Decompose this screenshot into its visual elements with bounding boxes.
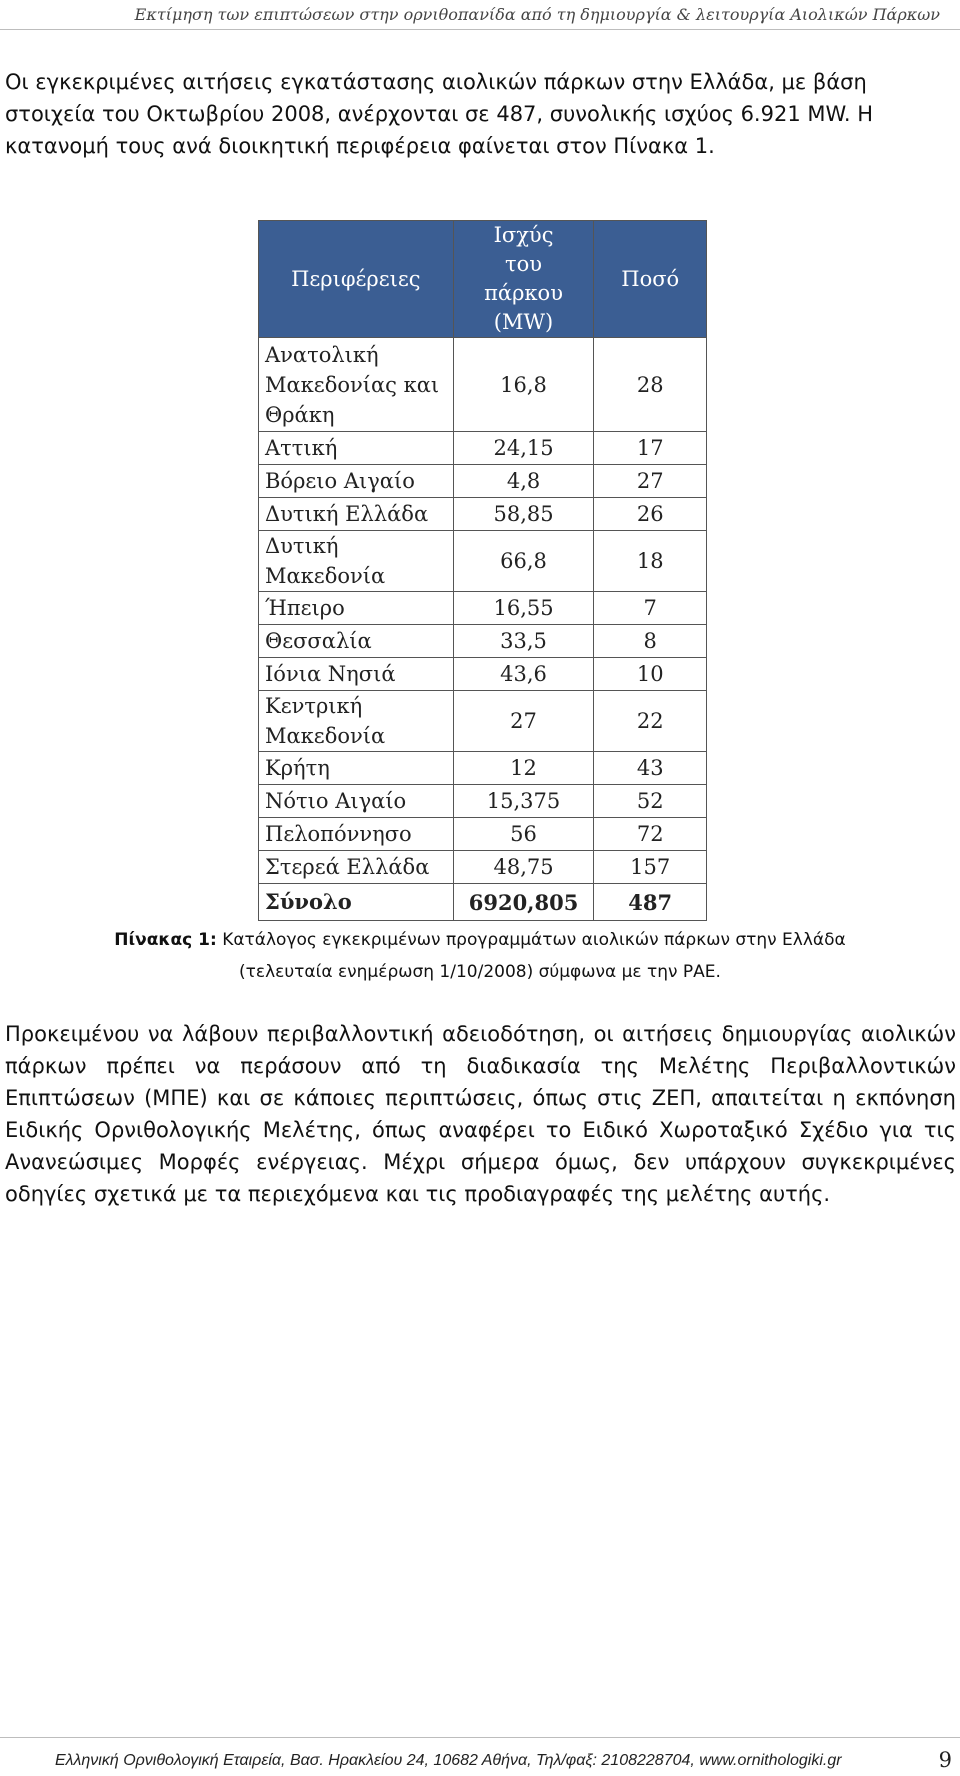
table-row <box>259 338 707 432</box>
header-regions: Περιφέρειες <box>259 221 454 338</box>
count-cell: 52 <box>594 785 707 818</box>
power-cell: 12 <box>453 752 594 785</box>
running-header: Εκτίμηση των επιπτώσεων στην ορνιθοπανίδα από τη δημιουργία & λειτουργία Αιολικών Πάρκων <box>0 0 960 30</box>
table-row <box>259 498 707 531</box>
total-power: 6920,805 <box>453 884 594 921</box>
count-cell: 7 <box>594 592 707 625</box>
caption-line-2: (τελευταία ενημέρωση 1/10/2008) σύμφωνα με την ΡΑΕ. <box>239 962 721 982</box>
page-number: 9 <box>938 1748 952 1772</box>
region-cell: Στερεά Ελλάδα <box>259 851 454 884</box>
table-row <box>259 531 707 592</box>
count-cell: 22 <box>594 691 707 752</box>
count-cell: 27 <box>594 465 707 498</box>
table-row <box>259 785 707 818</box>
caption-label: Πίνακας 1: <box>114 930 217 950</box>
count-cell: 28 <box>594 338 707 432</box>
region-cell: Δυτική Ελλάδα <box>259 498 454 531</box>
caption-text: Κατάλογος εγκεκριμένων προγραμμάτων αιολικών πάρκων στην Ελλάδα <box>222 930 846 950</box>
power-cell: 27 <box>453 691 594 752</box>
page-footer <box>0 1737 960 1776</box>
power-cell: 56 <box>453 818 594 851</box>
count-cell: 17 <box>594 432 707 465</box>
count-cell: 157 <box>594 851 707 884</box>
header-count: Ποσό <box>594 221 707 338</box>
intro-paragraph: Οι εγκεκριμένες αιτήσεις εγκατάστασης αιολικών πάρκων στην Ελλάδα, με βάση στοιχεία του Οκτωβρίου 2008, ανέρχονται σε 487, συνολικής ισχύος 6.921 MW. Η κατανομή τους ανά διοικητική περιφέρεια φαίνεται στον Πίνακα 1. <box>5 70 873 158</box>
table-row <box>259 752 707 785</box>
table-row <box>259 465 707 498</box>
power-cell: 48,75 <box>453 851 594 884</box>
region-cell: Θεσσαλία <box>259 625 454 658</box>
power-cell: 16,8 <box>453 338 594 432</box>
table-total-row <box>259 884 707 921</box>
region-cell: Πελοπόννησο <box>259 818 454 851</box>
table-row <box>259 625 707 658</box>
header-power: Ισχύς του πάρκου (MW) <box>453 221 594 338</box>
caption-line-1 <box>0 924 960 956</box>
region-cell: Ιόνια Νησιά <box>259 658 454 691</box>
region-cell: Κρήτη <box>259 752 454 785</box>
table-row <box>259 432 707 465</box>
power-cell: 15,375 <box>453 785 594 818</box>
region-cell: Κεντρική Μακεδονία <box>259 691 454 752</box>
region-cell: Νότιο Αιγαίο <box>259 785 454 818</box>
region-cell: Αττική <box>259 432 454 465</box>
total-count: 487 <box>594 884 707 921</box>
count-cell: 72 <box>594 818 707 851</box>
wind-parks-table <box>258 220 707 921</box>
power-cell: 58,85 <box>453 498 594 531</box>
power-cell: 24,15 <box>453 432 594 465</box>
footer-address: Ελληνική Ορνιθολογική Εταιρεία, Βασ. Ηρακλείου 24, 10682 Αθήνα, Τηλ/φαξ: 2108228704, www.ornithologiki.gr <box>55 1752 842 1769</box>
power-cell: 33,5 <box>453 625 594 658</box>
table-row <box>259 691 707 752</box>
region-cell: Βόρειο Αιγαίο <box>259 465 454 498</box>
power-cell: 43,6 <box>453 658 594 691</box>
table-row <box>259 592 707 625</box>
power-cell: 16,55 <box>453 592 594 625</box>
table-row <box>259 818 707 851</box>
count-cell: 26 <box>594 498 707 531</box>
power-cell: 4,8 <box>453 465 594 498</box>
table-row <box>259 851 707 884</box>
body-paragraph: Προκειμένου να λάβουν περιβαλλοντική αδειοδότηση, οι αιτήσεις δημιουργίας αιολικών πάρκων πρέπει να περάσουν από τη διαδικασία της Μελέτης Περιβαλλοντικών Επιπτώσεων (ΜΠΕ) και σε κάποιες περιπτώσεις, όπως στις ΖΕΠ, απαιτείται η εκπόνηση Ειδικής Ορνιθολογικής Μελέτης, όπως αναφέρει το Ειδικό Χωροταξικό Σχέδιο για τις Ανανεώσιμες Μορφές ενέργειας. Μέχρι σήμερα όμως, δεν υπάρχουν συγκεκριμένες οδηγίες σχετικά με τα περιεχόμενα και τις προδιαγραφές της μελέτης αυτής. <box>5 1022 956 1206</box>
region-cell: Δυτική Μακεδονία <box>259 531 454 592</box>
count-cell: 18 <box>594 531 707 592</box>
count-cell: 43 <box>594 752 707 785</box>
power-cell: 66,8 <box>453 531 594 592</box>
region-cell: Ήπειρο <box>259 592 454 625</box>
table-header-row <box>259 221 707 338</box>
total-label: Σύνολο <box>259 884 454 921</box>
count-cell: 10 <box>594 658 707 691</box>
count-cell: 8 <box>594 625 707 658</box>
table-row <box>259 658 707 691</box>
table-caption <box>0 924 960 988</box>
region-cell: Ανατολική Μακεδονίας και Θράκη <box>259 338 454 432</box>
